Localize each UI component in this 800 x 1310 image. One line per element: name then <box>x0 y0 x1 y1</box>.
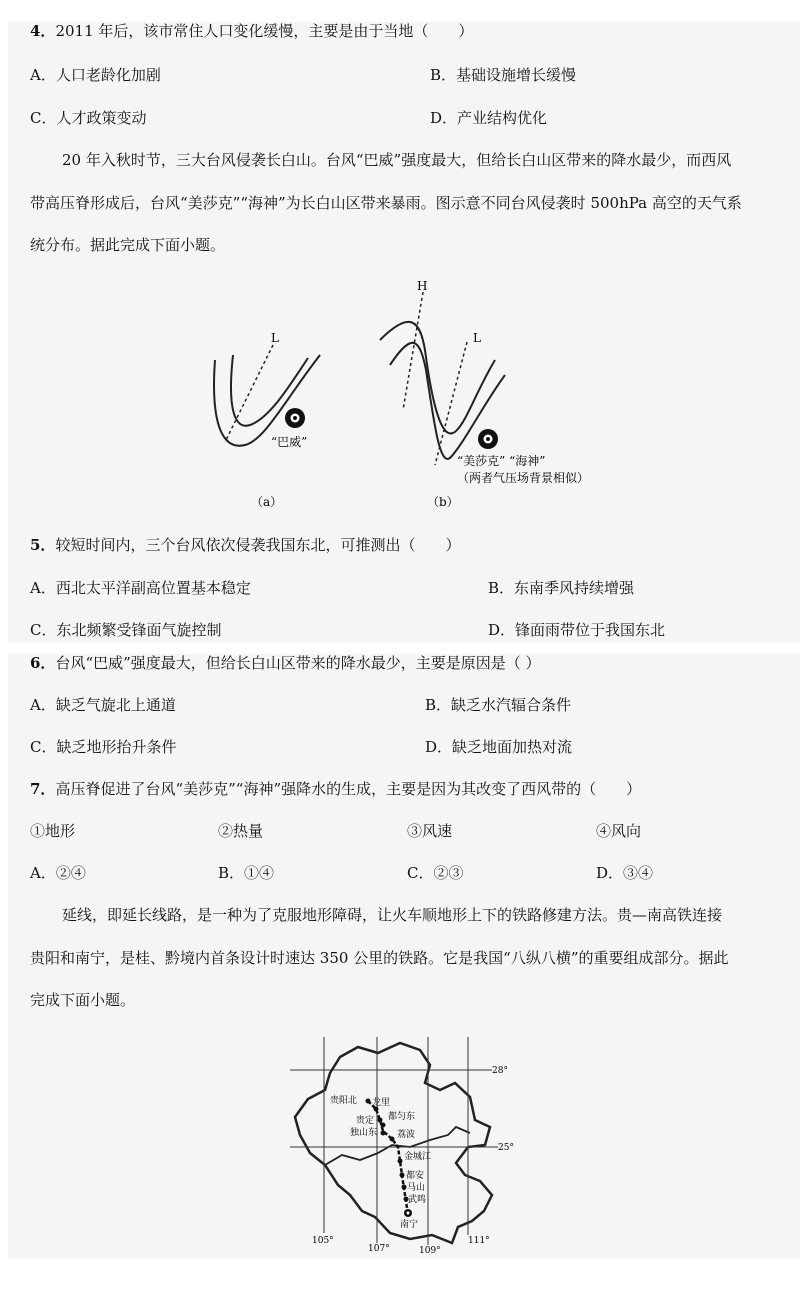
station-longli <box>372 1096 390 1112</box>
q4-option-a: A．人口老龄化加剧 <box>30 66 161 84</box>
station-wuming <box>404 1193 427 1205</box>
label-b: （b） <box>427 495 459 509</box>
q7-stem-text: 高压脊促进了台风“美莎克”“海神”强降水的生成，主要是因为其改变了西风带的（ ） <box>55 780 642 798</box>
svg-text:贵阳北: 贵阳北 <box>330 1096 358 1106</box>
svg-text:贵定: 贵定 <box>356 1116 375 1126</box>
q7-option-b: B．①④ <box>218 864 275 882</box>
typhoon-bawei-icon <box>285 408 305 428</box>
q7-item-1: ①地形 <box>30 822 76 840</box>
typhoon-meishake-haishen-icon <box>478 429 498 449</box>
q6-number: 6． <box>30 654 56 672</box>
q6-option-d: D．缺乏地面加热对流 <box>425 738 573 756</box>
svg-text:武鸣: 武鸣 <box>408 1195 427 1205</box>
label-L-b: L <box>473 331 481 345</box>
q6-option-a: A．缺乏气旋北上通道 <box>30 696 176 714</box>
q7-option-c: C．②③ <box>407 864 464 882</box>
station-duan <box>400 1169 425 1181</box>
label-lon-105: 105° <box>312 1236 334 1246</box>
trough-line-b <box>435 342 467 465</box>
q5-option-d: D．锋面雨带位于我国东北 <box>488 621 666 639</box>
label-lon-111: 111° <box>468 1236 490 1246</box>
q7-item-2: ②热量 <box>218 822 264 840</box>
q6-option-b: B．缺乏水汽辐合条件 <box>425 696 572 714</box>
q7-stem <box>30 779 641 799</box>
label-lat-25: 25° <box>498 1143 514 1153</box>
svg-text:南宁: 南宁 <box>400 1220 419 1230</box>
label-L-a: L <box>271 331 279 345</box>
station-libo <box>390 1128 416 1142</box>
q6-stem <box>30 653 541 673</box>
q7-option-a: A．②④ <box>30 864 86 882</box>
passage1-line2: 带高压脊形成后，台风“美莎克”“海神”为长白山区带来暴雨。图示意不同台风侵袭时 500hPa 高空的天气系 <box>30 194 742 212</box>
label-lon-109: 109° <box>419 1246 441 1255</box>
svg-text:都安: 都安 <box>406 1171 425 1181</box>
q4-number: 4． <box>30 22 56 40</box>
q7-item-3: ③风速 <box>407 822 453 840</box>
svg-text:马山: 马山 <box>407 1183 426 1193</box>
label-bawei: “巴威” <box>271 435 308 449</box>
q4-stem <box>30 21 473 41</box>
q7-number: 7． <box>30 780 56 798</box>
svg-text:独山东: 独山东 <box>350 1128 378 1138</box>
railway-map <box>280 1035 530 1255</box>
svg-text:荔波: 荔波 <box>397 1130 416 1140</box>
passage2-line2: 贵阳和南宁，是桂、黔境内首条设计时速达 350 公里的铁路。它是我国“八纵八横”的重要组成部分。据此 <box>30 949 729 967</box>
station-nanning-icon <box>400 1209 418 1230</box>
passage2-line3: 完成下面小题。 <box>30 991 136 1009</box>
q5-number: 5． <box>30 536 56 554</box>
q4-option-b: B．基础设施增长缓慢 <box>430 66 577 84</box>
station-dushandong <box>350 1126 386 1138</box>
q4-option-c: C．人才政策变动 <box>30 109 147 127</box>
q5-option-c: C．东北频繁受锋面气旋控制 <box>30 621 222 639</box>
q6-stem-text: 台风“巴威”强度最大，但给长白山区带来的降水最少，主要是原因是（ ） <box>55 654 541 672</box>
passage2-line1: 延线，即延长线路，是一种为了克服地形障碍，让火车顺地形上下的铁路修建方法。贵—南高铁连接 <box>62 906 723 924</box>
label-note: （两者气压场背景相似） <box>457 471 590 485</box>
label-lon-107: 107° <box>368 1244 390 1254</box>
passage1-line1: 20 年入秋时节，三大台风侵袭长白山。台风“巴威”强度最大，但给长白山区带来的降水最少，而西风 <box>62 151 732 169</box>
svg-text:都匀东: 都匀东 <box>388 1112 416 1122</box>
label-meishake-haishen: “美莎克” “海神” <box>457 454 546 468</box>
svg-text:龙里: 龙里 <box>372 1098 391 1108</box>
label-lat-28: 28° <box>492 1066 508 1076</box>
station-duyundong <box>381 1110 416 1128</box>
q4-option-d: D．产业结构优化 <box>430 109 548 127</box>
q5-stem <box>30 535 460 555</box>
label-H: H <box>417 279 428 293</box>
station-guiyangbei <box>330 1094 371 1106</box>
label-a: （a） <box>251 495 283 509</box>
q5-option-b: B．东南季风持续增强 <box>488 579 635 597</box>
q7-option-d: D．③④ <box>596 864 654 882</box>
station-mashan <box>402 1181 426 1193</box>
station-jinchengjiang <box>398 1150 432 1164</box>
passage1-line3: 统分布。据此完成下面小题。 <box>30 236 226 254</box>
q4-stem-text: 2011 年后，该市常住人口变化缓慢，主要是由于当地（ ） <box>55 22 474 40</box>
q5-option-a: A．西北太平洋副高位置基本稳定 <box>30 579 251 597</box>
q5-stem-text: 较短时间内，三个台风依次侵袭我国东北，可推测出（ ） <box>55 536 461 554</box>
weather-system-figure <box>195 270 615 520</box>
svg-text:金城江: 金城江 <box>404 1152 432 1162</box>
q7-item-4: ④风向 <box>596 822 642 840</box>
q6-option-c: C．缺乏地形抬升条件 <box>30 738 177 756</box>
